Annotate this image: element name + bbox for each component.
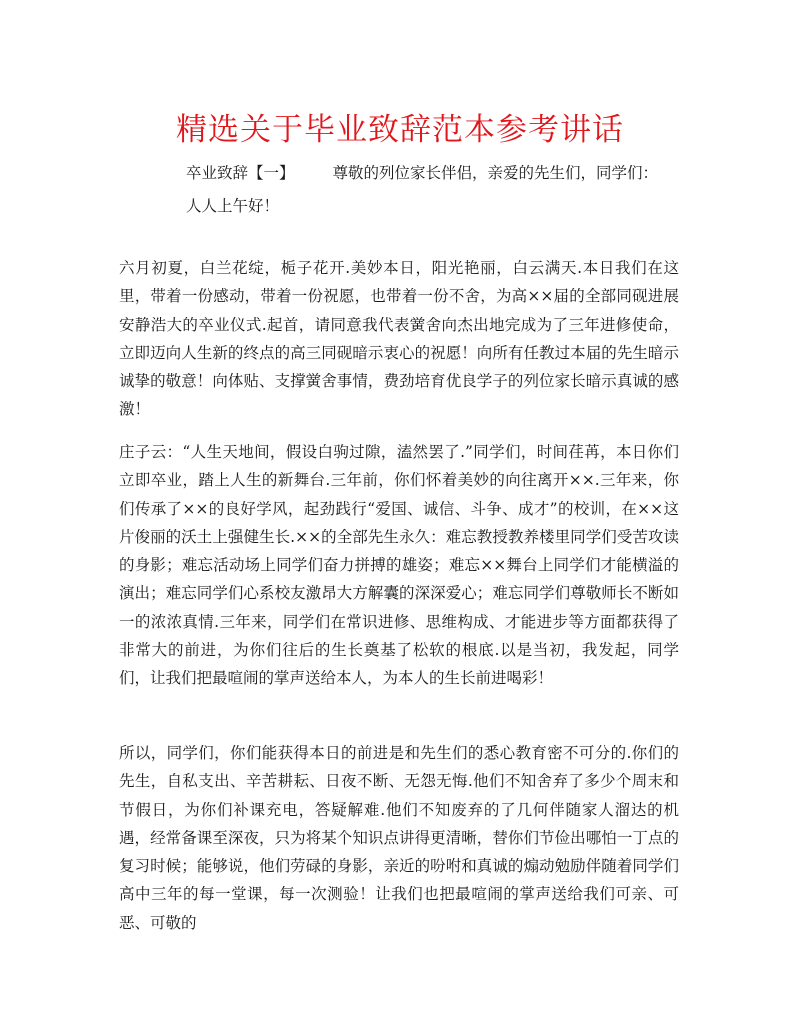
intro-salutation: 尊敬的列位家长伴侣，亲爱的先生们，同学们：	[332, 164, 659, 182]
paragraph-2: 庄子云：“人生天地间，假设白驹过隙，溘然罢了.”同学们，时间荏苒，本日你们立即卒业，踏上人生的新舞台.三年前，你们怀着美妙的向往离开××.三年来，你们传承了××的良好学风，起劲践行“爱国、诚信、斗争、成才”的校训，在××这片俊丽的沃土上强健生长.××的全部先生永久：难忘教授教养楼里同学们受苦攻读的身影；难忘活动场上同学们奋力拼搏的雄姿；难忘××舞台上同学们才能横溢的演出；难忘同学们心系校友激昂大方解囊的深深爱心；难忘同学们尊敬师长不断如一的浓浓真情.三年来，同学们在常识进修、思维构成、才能进步等方面都获得了非常大的前进，为你们往后的生长奠基了松软的根底.以是当初，我发起，同学们，让我们把最喧闹的掌声送给本人，为本人的生长前进喝彩！	[119, 443, 679, 688]
intro-line	[186, 162, 658, 184]
intro-greeting: 人人上午好！	[186, 197, 280, 215]
paragraph-1: 六月初夏，白兰花绽，栀子花开.美妙本日，阳光艳丽，白云满天.本日我们在这里，带着一份感动，带着一份祝愿，也带着一份不舍，为高××届的全部同砚进展安静浩大的卒业仪式.起首，请同意我代表黉舍向杰出地完成为了三年进修使命，立即迈向人生新的终点的高三同砚暗示衷心的祝愿！向所有任教过本届的先生暗示诚挚的敬意！向体贴、支撑黉舍事情，费劲培育优良学子的列位家长暗示真诚的感激！	[119, 259, 679, 419]
document-title: 精选关于毕业致辞范本参考讲话	[176, 112, 624, 148]
paragraph-3: 所以，同学们，你们能获得本日的前进是和先生们的悉心教育密不可分的.你们的先生，自私支出、辛苦耕耘、日夜不断、无怨无悔.他们不知舍弃了多少个周末和节假日，为你们补课充电，答疑解难.他们不知废弃的了几何伴随家人溜达的机遇，经常备课至深夜，只为将某个知识点讲得更清晰，替你们节俭出哪怕一丁点的复习时候；能够说，他们劳碌的身影，亲近的吩咐和真诚的煽动勉励伴随着同学们高中三年的每一堂课，每一次测验！让我们也把最喧闹的掌声送给我们可亲、可恶、可敬的	[119, 744, 679, 932]
intro-heading: 卒业致辞【一】	[186, 164, 295, 182]
